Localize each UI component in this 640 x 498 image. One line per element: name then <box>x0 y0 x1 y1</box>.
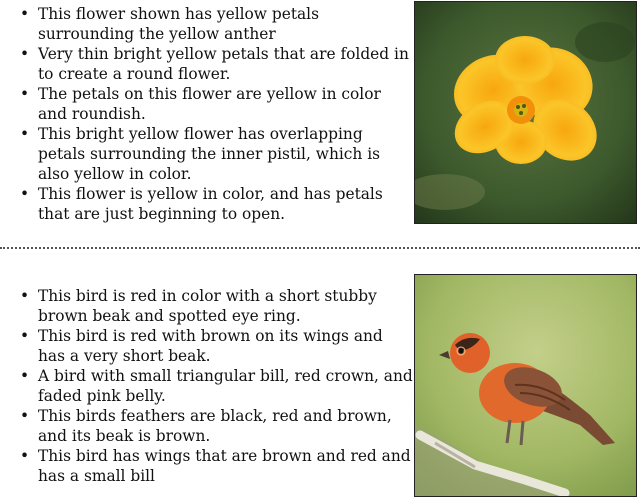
bird-caption: • This bird is red with brown on its wings and has a very short beak. <box>38 326 413 366</box>
bird-photo <box>414 274 637 497</box>
bird-caption: • A bird with small triangular bill, red crown, and faded pink belly. <box>38 366 413 406</box>
bird-panel <box>0 260 640 498</box>
bird-caption: • This birds feathers are black, red and brown, and its beak is brown. <box>38 406 413 446</box>
bird-image <box>415 275 636 496</box>
bird-caption-list <box>18 286 413 486</box>
bird-caption: • This bird is red in color with a short stubby brown beak and spotted eye ring. <box>38 286 413 326</box>
flower-caption-list <box>18 4 413 224</box>
flower-panel <box>0 0 640 240</box>
flower-caption: • This bright yellow flower has overlapping petals surrounding the inner pistil, which is also yellow in color. <box>38 124 413 184</box>
flower-caption: • This flower is yellow in color, and has petals that are just beginning to open. <box>38 184 413 224</box>
bird-caption: • This bird has wings that are brown and red and has a small bill <box>38 446 413 486</box>
flower-image <box>415 2 636 223</box>
flower-caption: • Very thin bright yellow petals that are folded in to create a round flower. <box>38 44 413 84</box>
flower-photo <box>414 1 637 224</box>
flower-caption: • This flower shown has yellow petals surrounding the yellow anther <box>38 4 413 44</box>
section-divider <box>0 247 640 249</box>
flower-caption: • The petals on this flower are yellow in color and roundish. <box>38 84 413 124</box>
